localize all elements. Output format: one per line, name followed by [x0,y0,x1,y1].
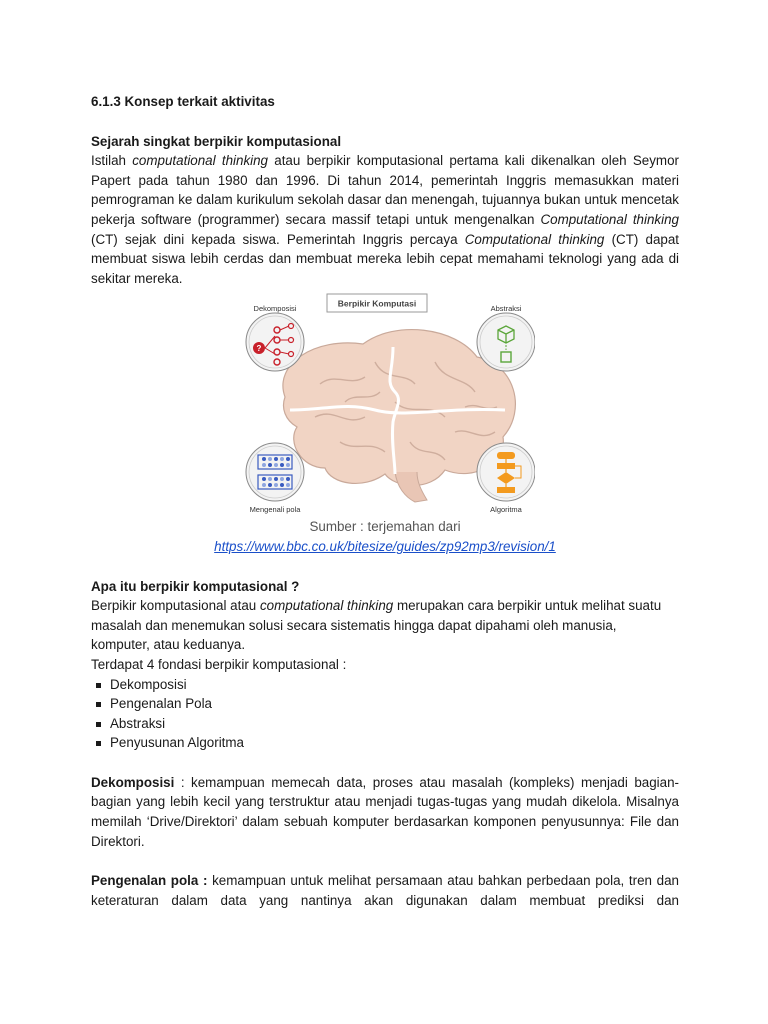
pattern-paragraph: Pengenalan pola : kemampuan untuk melihat persamaan atau bahkan perbedaan pola, tren dan keteraturan dalam data yang nantinya akan digunakan dalam membuat prediksi dan [91,873,679,908]
source-link[interactable]: https://www.bbc.co.uk/bitesize/guides/zp92mp3/revision/1 [214,538,556,554]
computational-thinking-figure [245,292,535,517]
decomposition-icon [246,313,304,371]
figure-source [91,537,679,557]
list-item: Pengenalan Pola [95,694,679,714]
figure-title: Berpikir Komputasi [337,298,417,309]
history-paragraph: Istilah computational thinking atau berpikir komputasional pertama kali dikenalkan oleh Seymor Papert pada tahun 1980 dan 1996. Di tahun 2014, pemerintah Inggris memasukkan materi pemrograman ke dalam kurikulum sekolah dasar dan menengah, tujuannya bukan untuk mencetak pekerja software (programmer) secara massif tetapi untuk mengenalkan Computational thinking (CT) sejak dini kepada siswa. Pemerintah Inggris percaya Computational thinking (CT) dapat membuat siswa lebih cerdas dan membuat mereka lebih cepat memahami teknologi yang ada di sekitar mereka. [91,153,680,286]
decomposition-term: Dekomposisi [91,774,175,790]
list-item: Abstraksi [95,714,679,734]
list-item: Penyusunan Algoritma [95,733,679,753]
label-algorithm: Algoritma [490,505,522,515]
history-heading: Sejarah singkat berpikir komputasional [91,133,342,149]
figure-caption: Sumber : terjemahan dari [309,519,461,535]
label-pattern: Mengenali pola [249,505,301,515]
what-is-heading: Apa itu berpikir komputasional ? [91,578,300,594]
abstraction-icon [477,313,535,371]
label-decomposition: Dekomposisi [253,304,297,314]
pattern-recognition-icon [246,443,304,501]
algorithm-icon [477,443,535,501]
decomposition-paragraph: Dekomposisi : kemampuan memecah data, proses atau masalah (kompleks) menjadi bagian-bagian yang lebih kecil yang terstruktur atau menjadi tugas-tugas yang mudah dikelola. Misalnya memilah ‘Drive/Direktori’ dalam sebuah komputer berdasarkan komponen penyusunnya: File dan Direktori. [91,774,679,849]
list-item: Dekomposisi [95,675,679,695]
pattern-term: Pengenalan pola : [91,873,208,889]
foundations-list [91,675,679,753]
brain-diagram [245,292,535,517]
svg-text:?: ? [256,344,262,354]
what-is-paragraph: Berpikir komputasional atau computational thinking merupakan cara berpikir untuk melihat suatu masalah dan menemukan solusi secara sistematis hingga dapat dipahami oleh manusia, komputer, atau keduanya. [91,598,662,653]
foundations-intro: Terdapat 4 fondasi berpikir komputasional : [91,656,347,672]
section-title: 6.1.3 Konsep terkait aktivitas [91,94,275,109]
document-page [91,92,679,910]
label-abstraction: Abstraksi [490,304,522,314]
